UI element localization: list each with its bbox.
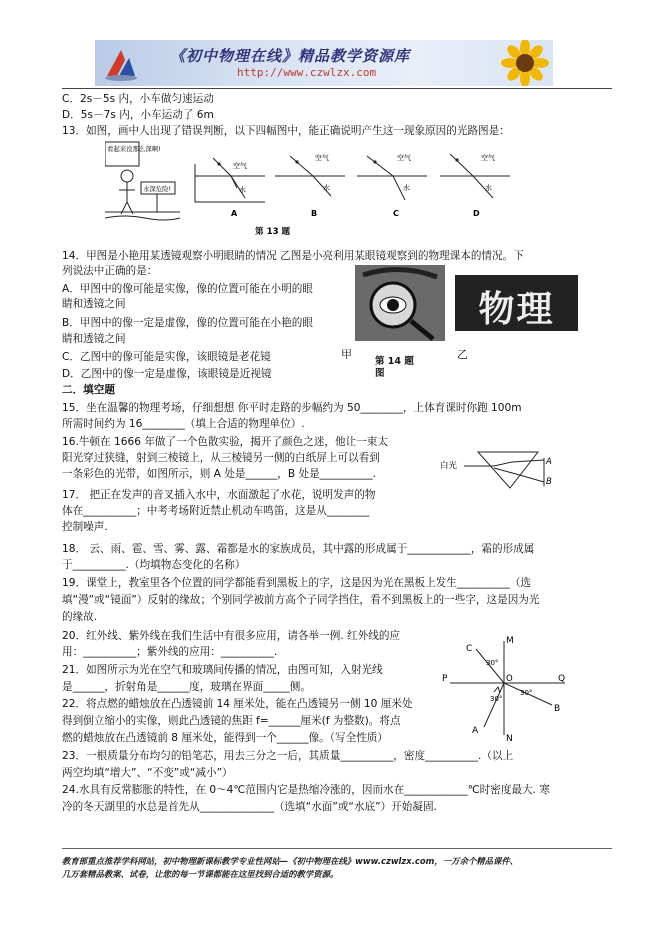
footer-rule <box>62 848 612 849</box>
text-line: D．乙图中的像一定是虚像，该眼镜是近视镜 <box>62 368 272 380</box>
angle-label-3: 30° <box>490 695 503 703</box>
text-line: C．2s－5s 内，小车做匀速运动 <box>62 93 214 105</box>
text-line: 20．红外线、紫外线在我们生活中有很多应用，请各举一例. 红外线的应 <box>62 630 401 642</box>
label-a: A <box>231 209 238 218</box>
text-line: 填“漫”或“镜面”）反射的缘故；个别同学被前方高个子同学挡住，看不到黑板上的一些字，这是因为光 <box>62 594 540 606</box>
cartoon-person-icon <box>105 142 180 220</box>
text-line: 24.水具有反常膨胀的特性，在 0～4℃范围内它是热缩冷涨的，因而水在____________℃时密度最大. 寒 <box>62 784 550 796</box>
text-line: 得到倒立缩小的实像，则此凸透镜的焦距 f=______厘米(f 为整数)。将点 <box>62 715 401 727</box>
physics-text: 物理 <box>478 288 555 330</box>
water-label: 水 <box>239 186 246 194</box>
figure-13-caption: 第 13 题 <box>255 227 291 237</box>
eye-photo <box>355 265 445 341</box>
logo-icon <box>101 46 141 82</box>
text-line: 17． 把正在发声的音叉插入水中，水面激起了水花，说明发声的物 <box>62 489 376 501</box>
figure-14-caption: 第 14 题 <box>375 356 414 367</box>
text-line: 阳光穿过狭缝，射到三棱镜上，从三棱镜另一侧的白纸屏上可以看到 <box>62 452 380 464</box>
sunflower-icon <box>495 40 553 86</box>
water-label: 水 <box>485 184 492 192</box>
label-b: B <box>311 209 318 218</box>
label-o: O <box>506 674 513 684</box>
label-p: P <box>442 674 448 684</box>
sign-text-2: 水深危险! <box>143 185 172 193</box>
text-line: 是______，折射角是______度，玻璃在界面_____侧。 <box>62 681 311 693</box>
figure-13 <box>105 140 555 240</box>
text-line: 22．将点燃的蜡烛放在凸透镜前 14 厘米处，能在凸透镜另一侧 10 厘米处 <box>62 698 413 710</box>
book-photo <box>455 275 578 331</box>
label-c: C <box>393 209 399 218</box>
water-label: 水 <box>403 184 410 192</box>
text-line: 控制噪声. <box>62 521 108 533</box>
text-line: 18． 云、雨、雹、雪、雾、露、霜都是水的家族成员，其中露的形成属于____________，霜的形成属 <box>62 543 535 555</box>
text-line: 体在__________；中考考场附近禁止机动车鸣笛，这是从________ <box>62 505 370 517</box>
text-line: 的缘故. <box>62 611 98 623</box>
air-label: 空气 <box>481 154 495 162</box>
angle-label-2: 30° <box>520 689 533 697</box>
header-banner <box>95 40 553 86</box>
text-line: 列说法中正确的是： <box>62 265 158 277</box>
label-d: D <box>473 209 480 218</box>
air-label: 空气 <box>315 154 329 162</box>
text-line: 15．坐在温馨的物理考场，仔细想想 你平时走路的步幅约为 50________，上体育课时你跑 100m <box>62 402 522 414</box>
text-line: D．5s－7s 内，小车运动了 6m <box>62 109 214 121</box>
text-line: 所需时间约为 16________（填上合适的物理单位）. <box>62 418 305 430</box>
white-light-label: 白光 <box>440 461 458 471</box>
label-b: B <box>554 704 561 714</box>
text-line: A．甲图中的像可能是实像，像的位置可能在小明的眼 <box>62 283 313 295</box>
text-line: 19．课堂上，教室里各个位置的同学都能看到黑板上的字，这是因为光在黑板上发生__________（选 <box>62 577 532 589</box>
text-line: 二．填空题 <box>62 384 115 396</box>
air-label: 空气 <box>397 154 411 162</box>
diagram-a <box>195 158 265 202</box>
diagram-d <box>440 154 510 198</box>
label-n: N <box>506 734 513 744</box>
text-line: 23．一根质量分布均匀的铅笔芯，用去三分之一后，其质量__________，密度__________.（以上 <box>62 750 514 762</box>
point-b-label: B <box>546 477 552 487</box>
label-yi: 乙 <box>457 348 468 361</box>
point-a-label: A <box>546 457 552 467</box>
footer-line-1: 教育部重点推荐学科网站，初中物理新课标教学专业性网站—《初中物理在线》www.czwlzx.com，一万余个精品课件、 <box>62 856 519 866</box>
banner-title: 《初中物理在线》精品教学资源库 <box>170 47 411 65</box>
header-rule <box>62 88 612 89</box>
text-line: 16.牛顿在 1666 年做了一个色散实验，揭开了颜色之迷，他让一束太 <box>62 436 388 448</box>
text-line: 两空均填“增大”、“不变”或“减小”） <box>62 767 233 779</box>
angle-label-1: 30° <box>486 659 499 667</box>
text-line: 睛和透镜之间 <box>62 298 126 310</box>
text-line: 燃的蜡烛放在凸透镜前 8 厘米处，能得到一个______像。（写全性质） <box>62 732 388 744</box>
text-line: 冷的冬天湖里的水总是首先从______________（选填“水面”或“水底”）开始凝固. <box>62 801 437 813</box>
label-c: C <box>466 644 473 654</box>
text-line: 21．如图所示为光在空气和玻璃间传播的情况，由图可知，入射光线 <box>62 664 383 676</box>
text-line: 睛和透镜之间 <box>62 333 126 345</box>
text-line: 用：__________；紫外线的应用：__________. <box>62 646 278 658</box>
text-line: B．甲图中的像一定是虚像，像的位置可能在小艳的眼 <box>62 317 313 329</box>
diagram-b <box>275 156 345 196</box>
water-label: 水 <box>323 184 330 192</box>
label-m: M <box>506 636 514 646</box>
figure-21-refraction <box>440 635 580 745</box>
figure-16-prism <box>440 440 570 500</box>
figure-14-caption-2: 图 <box>375 368 385 379</box>
text-line: 一条彩色的光带，如图所示，则 A 处是______，B 处是__________. <box>62 468 377 480</box>
text-line: 13．如图，画中人出现了错误判断，以下四幅图中，能正确说明产生这一现象原因的光路图是： <box>62 125 510 137</box>
diagram-c <box>357 156 427 200</box>
label-a: A <box>472 726 479 736</box>
label-jia: 甲 <box>341 348 352 361</box>
footer <box>62 855 622 880</box>
text-line: 14．甲图是小艳用某透镜观察小明眼睛的情况 乙图是小亮利用某眼镜观察到的物理课本的情况。下 <box>62 250 524 262</box>
footer-line-2: 几万套精品教案、试卷，让您的每一节课都能在这里找到合适的教学资源。 <box>62 868 339 879</box>
sign-text-1: 看起来没那么深啊! <box>107 145 161 153</box>
text-line: C．乙图中的像可能是实像，该眼镜是老花镜 <box>62 351 271 363</box>
text-line: 于__________.（均填物态变化的名称） <box>62 559 246 571</box>
air-label: 空气 <box>233 162 247 170</box>
banner-url: http://www.czwlzx.com <box>237 66 377 79</box>
label-q: Q <box>558 674 566 684</box>
